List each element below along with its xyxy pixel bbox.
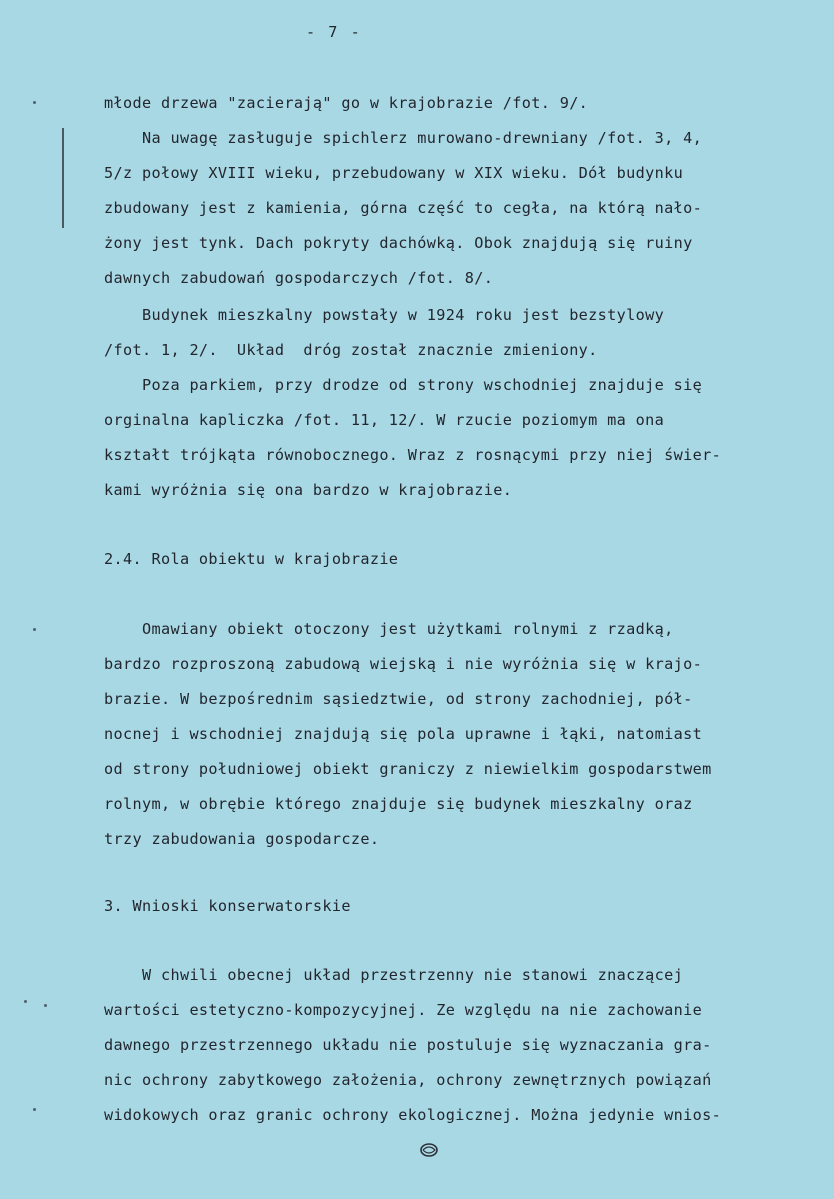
- margin-dot: [33, 1108, 36, 1111]
- text-line: bardzo rozproszoną zabudową wiejską i nie wyróżnia się w krajo-: [104, 655, 703, 673]
- margin-dot: [24, 1000, 27, 1003]
- text-line: W chwili obecnej układ przestrzenny nie stanowi znaczącej: [104, 966, 684, 984]
- text-line: rolnym, w obrębie którego znajduje się budynek mieszkalny oraz: [104, 795, 693, 813]
- text-line: nic ochrony zabytkowego założenia, ochrony zewnętrznych powiązań: [104, 1071, 712, 1089]
- text-line: od strony południowej obiekt graniczy z niewielkim gospodarstwem: [104, 760, 712, 778]
- text-line: Na uwagę zasługuje spichlerz murowano-drewniany /fot. 3, 4,: [104, 129, 703, 147]
- text-line: Budynek mieszkalny powstały w 1924 roku jest bezstylowy: [104, 306, 665, 324]
- text-line: orginalna kapliczka /fot. 11, 12/. W rzucie poziomym ma ona: [104, 411, 665, 429]
- text-line: młode drzewa "zacierają" go w krajobrazie /fot. 9/.: [104, 94, 589, 112]
- section-heading: 3. Wnioski konserwatorskie: [104, 897, 351, 915]
- margin-dot: [33, 628, 36, 631]
- text-line: /fot. 1, 2/. Układ dróg został znacznie zmieniony.: [104, 341, 598, 359]
- text-line: nocnej i wschodniej znajdują się pola uprawne i łąki, natomiast: [104, 725, 703, 743]
- text-line: dawnego przestrzennego układu nie postuluje się wyznaczania gra-: [104, 1036, 712, 1054]
- text-line: Poza parkiem, przy drodze od strony wschodniej znajduje się: [104, 376, 703, 394]
- text-line: widokowych oraz granic ochrony ekologicznej. Można jedynie wnios-: [104, 1106, 722, 1124]
- section-heading: 2.4. Rola obiektu w krajobrazie: [104, 550, 399, 568]
- text-line: kształt trójkąta równobocznego. Wraz z rosnącymi przy niej świer-: [104, 446, 722, 464]
- margin-mark: [62, 128, 64, 228]
- text-line: zbudowany jest z kamienia, górna część to cegła, na którą nało-: [104, 199, 703, 217]
- text-line: trzy zabudowania gospodarcze.: [104, 830, 380, 848]
- page-number: - 7 -: [306, 23, 362, 41]
- text-line: dawnych zabudowań gospodarczych /fot. 8/.: [104, 269, 494, 287]
- ink-stamp-icon: [419, 1142, 439, 1158]
- margin-dot: [44, 1004, 47, 1007]
- margin-dot: [33, 101, 36, 104]
- text-line: 5/z połowy XVIII wieku, przebudowany w XIX wieku. Dół budynku: [104, 164, 684, 182]
- text-line: Omawiany obiekt otoczony jest użytkami rolnymi z rzadką,: [104, 620, 674, 638]
- text-line: żony jest tynk. Dach pokryty dachówką. Obok znajdują się ruiny: [104, 234, 693, 252]
- text-line: kami wyróżnia się ona bardzo w krajobrazie.: [104, 481, 513, 499]
- text-line: brazie. W bezpośrednim sąsiedztwie, od strony zachodniej, pół-: [104, 690, 693, 708]
- text-line: wartości estetyczno-kompozycyjnej. Ze względu na nie zachowanie: [104, 1001, 703, 1019]
